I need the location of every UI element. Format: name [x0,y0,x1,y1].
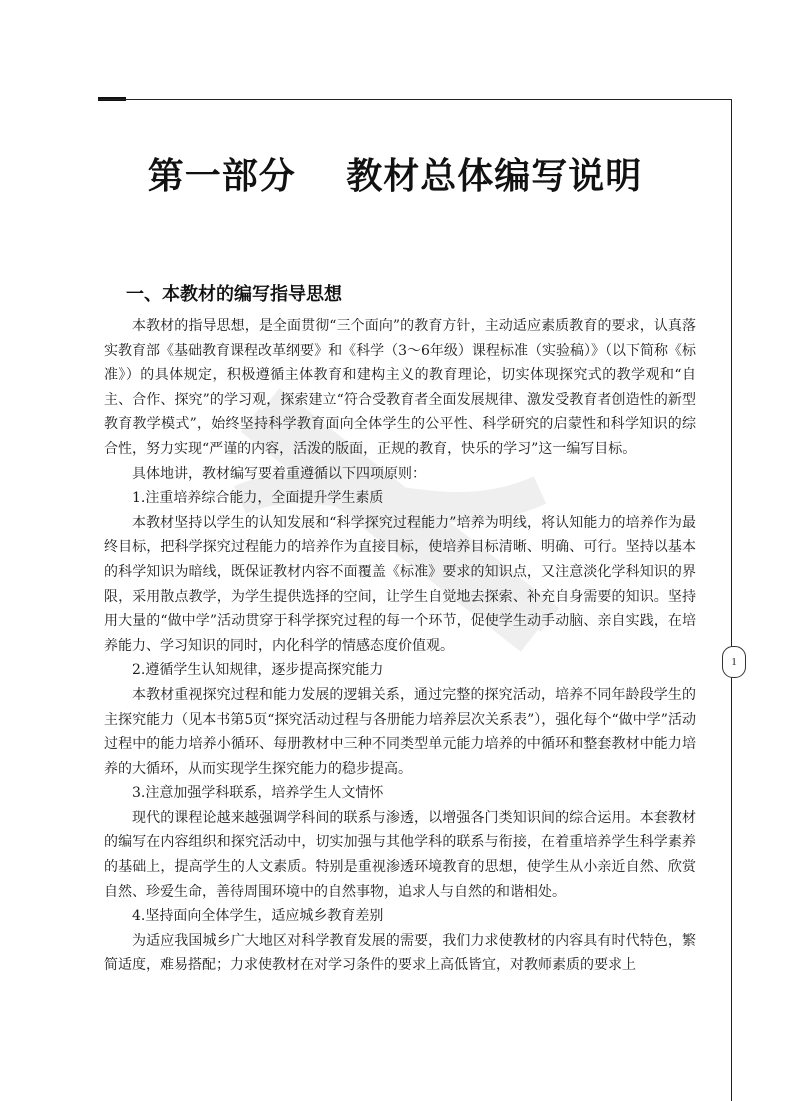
body-text [104,314,696,978]
principle-heading: 2.遵循学生认知规律，逐步提高探究能力 [132,662,384,679]
paragraph: 本教材坚持以学生的认知发展和“科学探究过程能力”培养为明线，将认知能力的培养作为最终目标，把科学探究过程能力的培养作为直接目标，使培养目标清晰、明确、可行。坚持以基本的科学知识为暗线，既保证教材内容不面覆盖《标准》要求的知识点，又注意淡化学科知识的界限，采用散点教学，为学生提供选择的空间，让学生自觉地去探索、补充自身需要的知识。坚持用大量的“做中学”活动贯穿于科学探究过程的每一个环节，促使学生动手动脑、亲自实践，在培养能力、学习知识的同时，内化科学的情感态度价值观。 [104,514,696,654]
paragraph: 本教材重视探究过程和能力发展的逻辑关系，通过完整的探究活动，培养不同年龄段学生的主探究能力（见本书第5页“探究活动过程与各册能力培养层次关系表”），强化每个“做中学”活动过程中的能力培养小循环、每册教材中三种不同类型单元能力培养的中循环和整套教材中能力培养的大循环，从而实现学生探究能力的稳步提高。 [104,686,696,777]
paragraph: 为适应我国城乡广大地区对科学教育发展的需要，我们力求使教材的内容具有时代特色，繁简适度，难易搭配；力求使教材在对学习条件的要求上高低皆宜，对教师素质的要求上 [104,932,696,974]
principle-heading: 4.坚持面向全体学生，适应城乡教育差别 [132,908,384,925]
paragraph: 具体地讲，教材编写要着重遵循以下四项原则： [132,465,426,482]
page-margin-rule [731,99,732,1101]
principle-heading: 1.注重培养综合能力，全面提升学生素质 [132,490,384,507]
page-number: 1 [722,646,746,678]
header-rule [98,99,732,100]
section-heading: 一、本教材的编写指导思想 [126,284,342,305]
part-title: 第一部分 教材总体编写说明 [147,156,643,197]
paragraph: 本教材的指导思想，是全面贯彻“三个面向”的教育方针，主动适应素质教育的要求，认真落实教育部《基础教育课程改革纲要》和《科学（3～6年级）课程标准（实验稿）》（以下简称《标准》）的具体规定，积极遵循主体教育和建构主义的教育理论，切实体现探究式的教学观和“自主、合作、探究”的学习观，探索建立“符合受教育者全面发展规律、激发受教育者创造性的新型教育教学模式”，始终坚持科学教育面向全体学生的公平性、科学研究的启蒙性和科学知识的综合性，努力实现“严谨的内容，活泼的版面，正规的教育，快乐的学习”这一编写目标。 [104,318,696,457]
principle-heading: 3.注意加强学科联系，培养学生人文情怀 [132,785,384,802]
paragraph: 现代的课程论越来越强调学科间的联系与渗透，以增强各门类知识间的综合运用。本套教材的编写在内容组织和探究活动中，切实加强与其他学科的联系与衔接，在着重培养学生科学素养的基础上，提高学生的人文素质。特别是重视渗透环境教育的思想，使学生从小亲近自然、欣赏自然、珍爱生命，善待周围环境中的自然事物，追求人与自然的和谐相处。 [104,809,696,900]
